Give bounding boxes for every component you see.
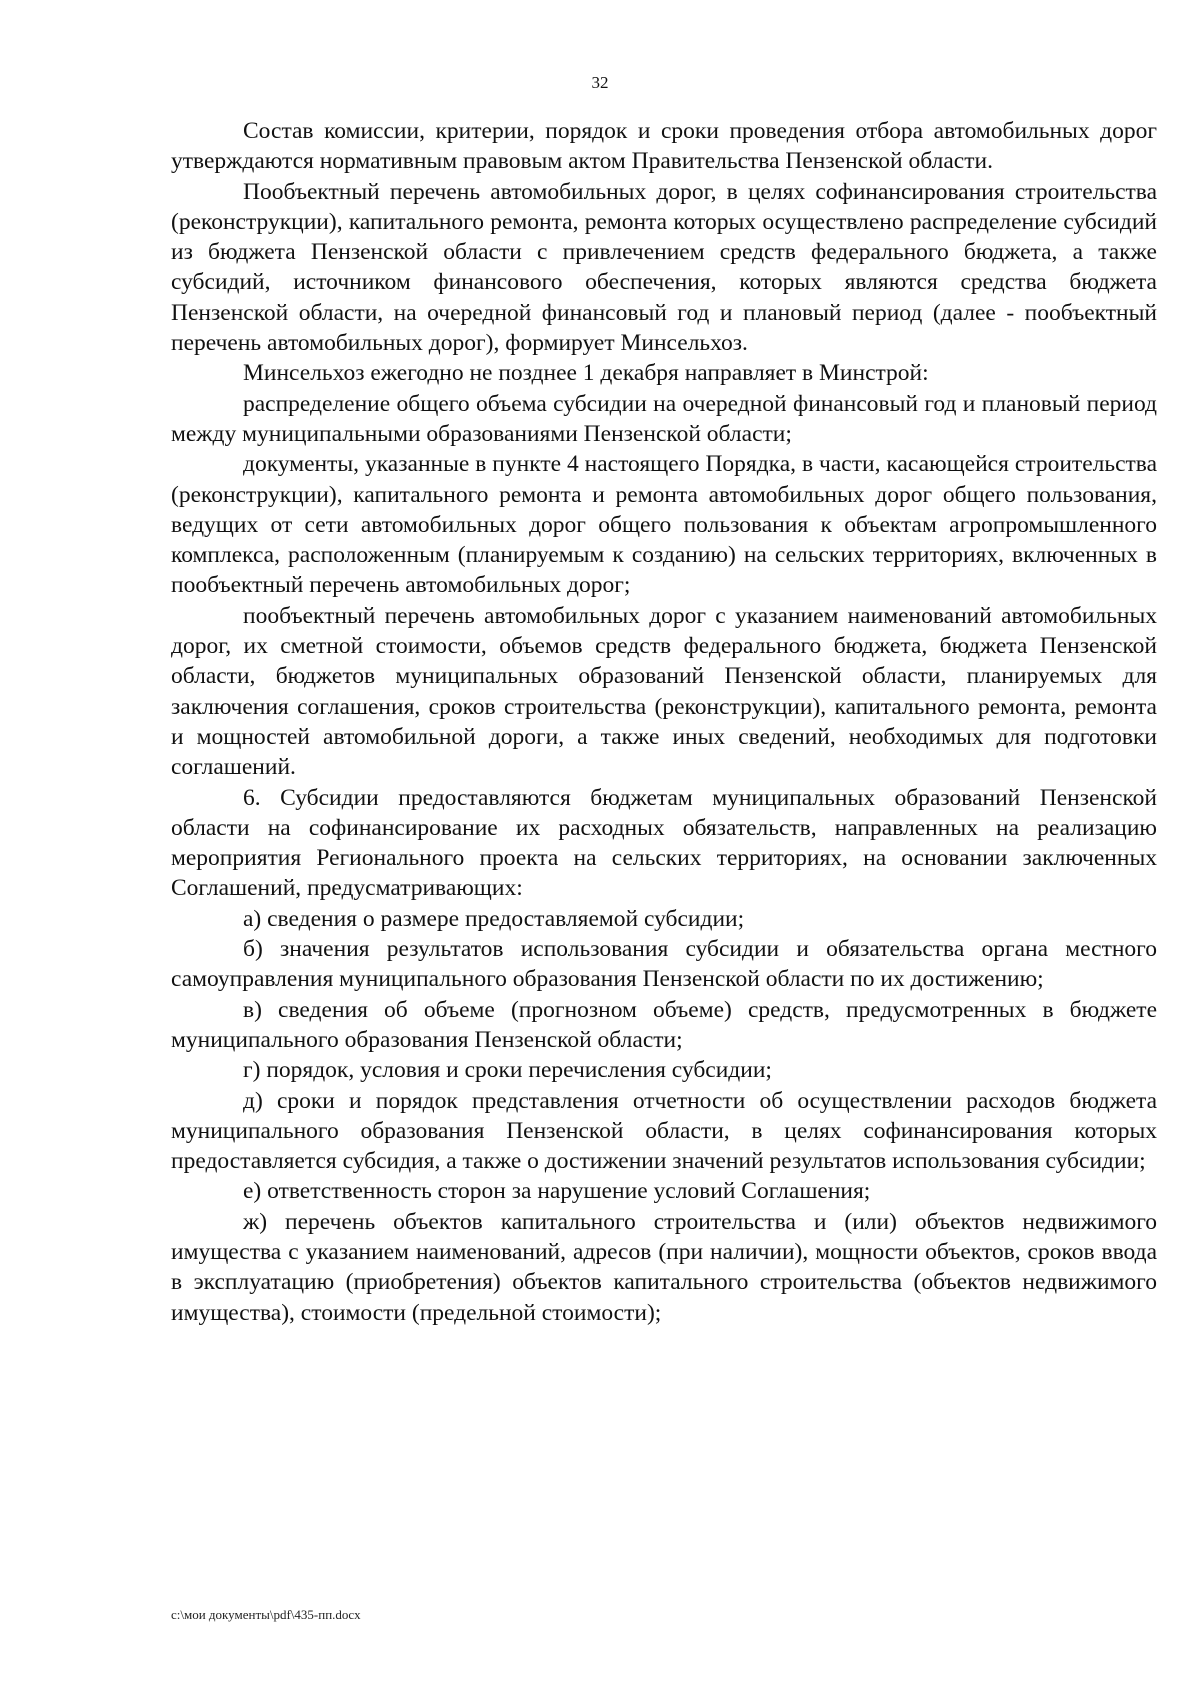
paragraph-minselkhoz: Минсельхоз ежегодно не позднее 1 декабря направляет в Минстрой:	[243, 360, 929, 387]
list-item-e: е) ответственность сторон за нарушение условий Соглашения;	[243, 1178, 871, 1205]
paragraph-clause-6: 6. Субсидии предоставляются бюджетам муниципальных образований Пензенской области на софинансирование их расходных обязательств, направленных на реализацию мероприятия Регионального проекта на сельских территориях, на основании заключенных Соглашений, предусматривающих:	[171, 784, 1157, 902]
paragraph-distribution: распределение общего объема субсидии на очередной финансовый год и плановый период между муниципальными образованиями Пензенской области;	[171, 390, 1157, 447]
paragraph-object-list: пообъектный перечень автомобильных дорог с указанием наименований автомобильных дорог, их сметной стоимости, объемов средств федерального бюджета, бюджета Пензенской области, бюджетов муниципальных образований Пензенской области, планируемых для заключения соглашения, сроков строительства (реконструкции), капитального ремонта, ремонта и мощностей автомобильной дороги, а также иных сведений, необходимых для подготовки соглашений.	[171, 602, 1157, 781]
list-item-zh: ж) перечень объектов капитального строительства и (или) объектов недвижимого имущества с указанием наименований, адресов (при наличии), мощности объектов, сроков ввода в эксплуатацию (приобретения) объектов капитального строительства (объектов недвижимого имущества), стоимости (предельной стоимости);	[171, 1208, 1157, 1326]
document-body	[171, 116, 1157, 1328]
list-item-a: а) сведения о размере предоставляемой субсидии;	[243, 905, 745, 932]
list-item-b: б) значения результатов использования субсидии и обязательства органа местного самоуправления муниципального образования Пензенской области по их достижению;	[171, 936, 1157, 993]
list-item-d: д) сроки и порядок представления отчетности об осуществлении расходов бюджета муниципального образования Пензенской области, в целях софинансирования которых предоставляется субсидия, а также о достижении значений результатов использования субсидии;	[171, 1087, 1157, 1175]
list-item-v: в) сведения об объеме (прогнозном объеме) средств, предусмотренных в бюджете муниципального образования Пензенской области;	[171, 996, 1157, 1053]
footer-file-path: c:\мои документы\pdf\435-пп.docx	[171, 1607, 361, 1622]
paragraph-commission: Состав комиссии, критерии, порядок и сроки проведения отбора автомобильных дорог утверждаются нормативным правовым актом Правительства Пензенской области.	[171, 118, 1157, 175]
paragraph-road-list: Пообъектный перечень автомобильных дорог, в целях софинансирования строительства (реконструкции), капитального ремонта, ремонта которых осуществлено распределение субсидий из бюджета Пензенской области с привлечением средств федерального бюджета, а также субсидий, источником финансового обеспечения, которых являются средства бюджета Пензенской области, на очередной финансовый год и плановый период (далее - пообъектный перечень автомобильных дорог), формирует Минсельхоз.	[171, 178, 1157, 357]
list-item-g: г) порядок, условия и сроки перечисления субсидии;	[243, 1057, 772, 1084]
paragraph-documents: документы, указанные в пункте 4 настоящего Порядка, в части, касающейся строительства (реконструкции), капитального ремонта и ремонта автомобильных дорог общего пользования, ведущих от сети автомобильных дорог общего пользования к объектам агропромышленного комплекса, расположенным (планируемым к созданию) на сельских территориях, включенных в пообъектный перечень автомобильных дорог;	[171, 451, 1157, 599]
page-number: 32	[591, 73, 609, 92]
